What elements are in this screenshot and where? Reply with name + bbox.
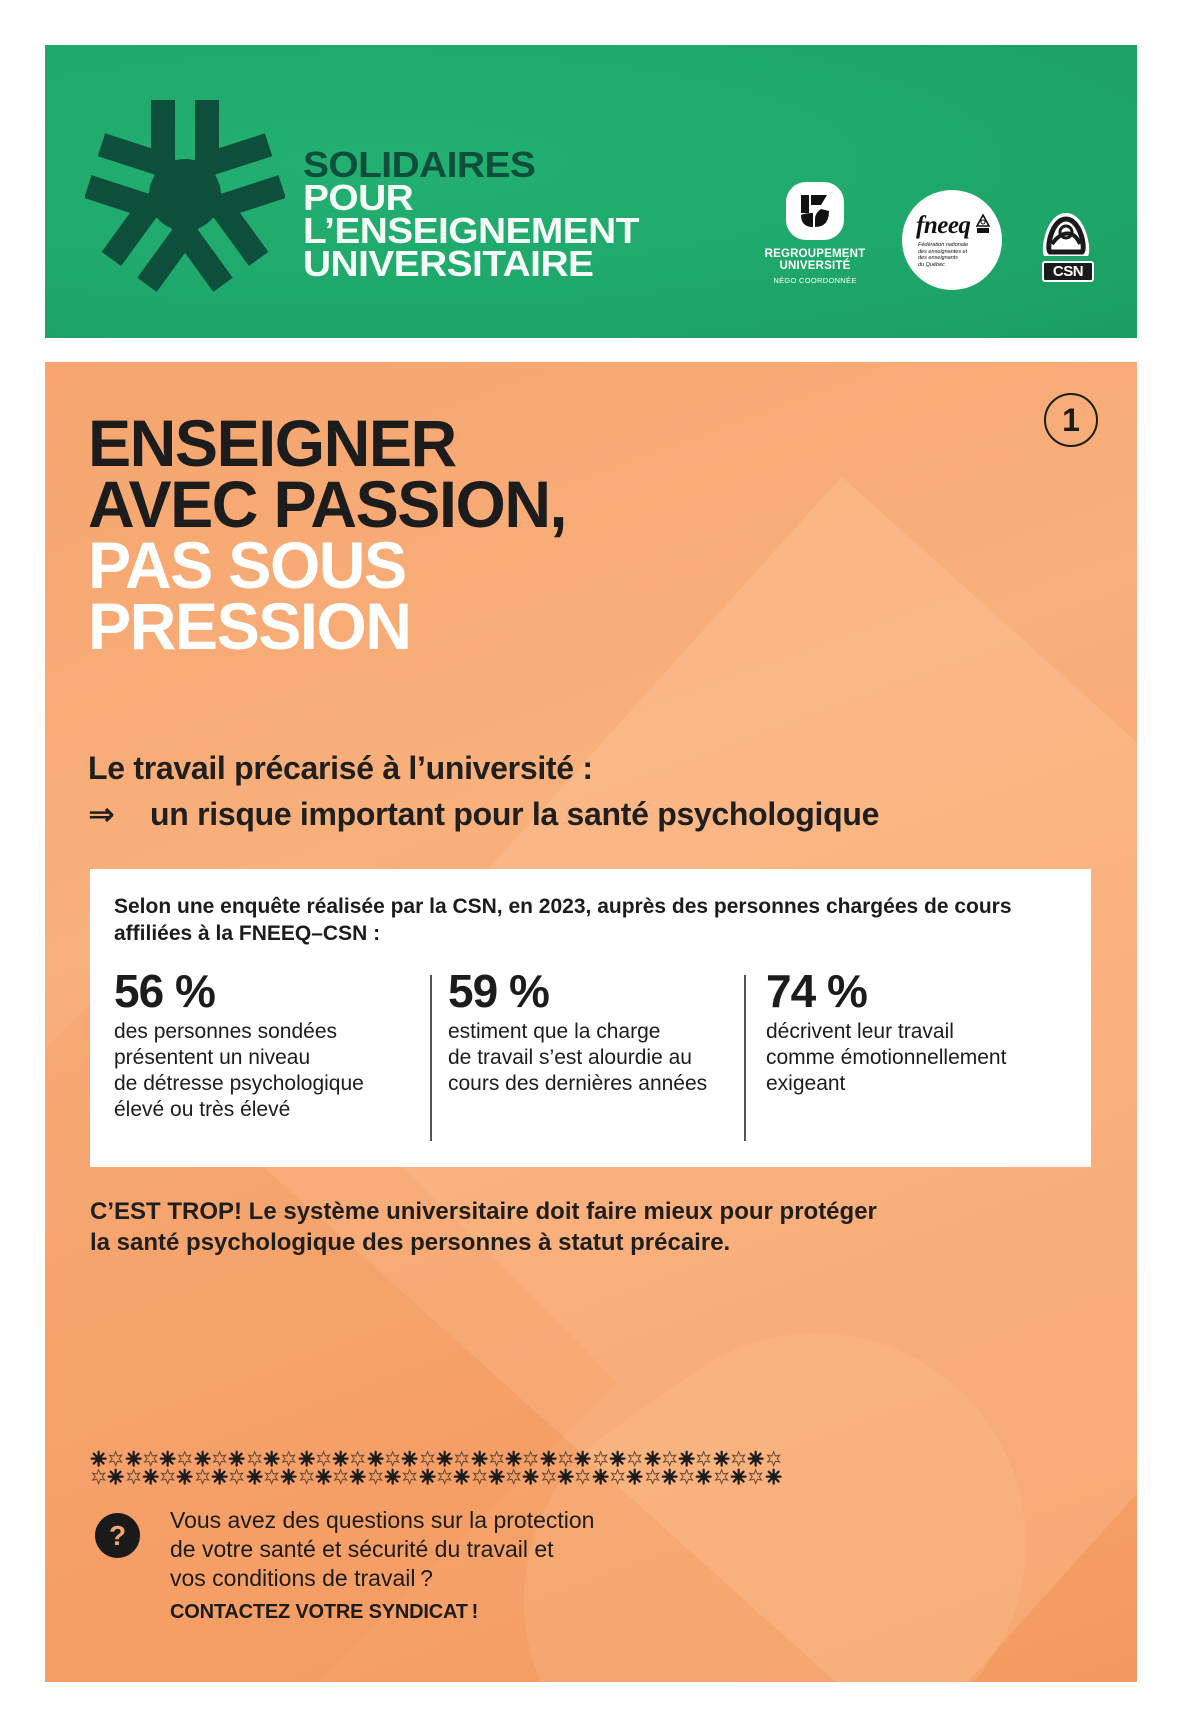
callout-message [90, 1196, 1050, 1258]
burst-filled-icon [471, 1450, 488, 1467]
fneeq-description: Fédération nationale des enseignantes et des enseignants du Québec [918, 242, 969, 268]
stat-description: estiment que la charge de travail s’est alourdie au cours des dernières années [448, 1020, 708, 1095]
burst-filled-icon [280, 1468, 297, 1485]
hero-heading [88, 406, 567, 663]
burst-outline-icon [194, 1468, 211, 1485]
burst-filled-icon [661, 1468, 678, 1485]
burst-filled-icon [419, 1468, 436, 1485]
sun-arches-logo-icon [85, 95, 285, 295]
burst-outline-icon [453, 1450, 470, 1467]
burst-filled-icon [488, 1468, 505, 1485]
hero-line-4: PRESSION [88, 589, 411, 663]
burst-filled-icon [453, 1468, 470, 1485]
brand-line-4: UNIVERSITAIRE [303, 243, 594, 284]
burst-filled-icon [747, 1450, 764, 1467]
burst-outline-icon [384, 1450, 401, 1467]
burst-outline-icon [367, 1468, 384, 1485]
regroupement-name-line-1: REGROUPEMENT [764, 248, 866, 260]
burst-filled-icon [713, 1450, 730, 1467]
hero-line-3: PAS SOUS [88, 528, 406, 602]
regroupement-universite-logo [755, 182, 875, 285]
burst-filled-icon [349, 1468, 366, 1485]
brand-line-1: SOLIDAIRES [303, 144, 536, 185]
burst-outline-icon [349, 1450, 366, 1467]
burst-outline-icon [574, 1468, 591, 1485]
burst-filled-icon [401, 1450, 418, 1467]
burst-filled-icon [626, 1468, 643, 1485]
burst-filled-icon [159, 1450, 176, 1467]
burst-outline-icon [505, 1468, 522, 1485]
burst-outline-icon [125, 1468, 142, 1485]
subheading-line-1: Le travail précarisé à l’université : [88, 750, 593, 786]
csn-knot-icon [1038, 210, 1094, 262]
fneeq-wordmark: fneeq [916, 212, 971, 239]
burst-outline-icon [765, 1450, 782, 1467]
double-arrow-icon: ⇒ [88, 796, 115, 832]
help-question: Vous avez des questions sur la protection de votre santé et sécurité du travail et vos conditions de travail ? [170, 1507, 595, 1591]
stat-description: des personnes sondées présentent un niveau de détresse psychologique élevé ou très élevé [114, 1020, 364, 1121]
callout-line-1: Le système universitaire doit faire mieux pour protéger [242, 1198, 877, 1225]
burst-outline-icon [228, 1468, 245, 1485]
stat-description: décrivent leur travail comme émotionnellement exigeant [766, 1020, 1007, 1095]
burst-outline-icon [522, 1450, 539, 1467]
burst-outline-icon [626, 1450, 643, 1467]
stat-divider [430, 975, 432, 1141]
hero-line-1: ENSEIGNER [88, 406, 456, 480]
csn-knot-mini-icon [976, 214, 990, 234]
burst-outline-icon [713, 1468, 730, 1485]
pattern-row [90, 1450, 790, 1468]
regroupement-subtitle: NÉGO COORDONNÉE [773, 276, 857, 285]
burst-filled-icon [384, 1468, 401, 1485]
burst-filled-icon [574, 1450, 591, 1467]
stat-value: 59 % [448, 965, 549, 1017]
burst-filled-icon [211, 1468, 228, 1485]
burst-filled-icon [90, 1450, 107, 1467]
burst-outline-icon [176, 1450, 193, 1467]
callout-line-2: la santé psychologique des personnes à statut précaire. [90, 1229, 731, 1256]
burst-outline-icon [644, 1468, 661, 1485]
burst-filled-icon [609, 1450, 626, 1467]
csn-logo [1038, 210, 1094, 286]
burst-filled-icon [557, 1468, 574, 1485]
burst-filled-icon [228, 1450, 245, 1467]
brand-line-3: L’ENSEIGNEMENT [303, 210, 639, 251]
burst-outline-icon [263, 1468, 280, 1485]
burst-outline-icon [471, 1468, 488, 1485]
burst-outline-icon [280, 1450, 297, 1467]
burst-outline-icon [332, 1468, 349, 1485]
burst-filled-icon [142, 1468, 159, 1485]
burst-filled-icon [367, 1450, 384, 1467]
survey-intro: Selon une enquête réalisée par la CSN, en 2023, auprès des personnes chargées de cours affiliées à la FNEEQ–CSN : [114, 895, 1012, 945]
subheading [88, 745, 879, 837]
burst-filled-icon [592, 1468, 609, 1485]
stat-item [114, 965, 414, 1123]
burst-outline-icon [609, 1468, 626, 1485]
burst-outline-icon [695, 1450, 712, 1467]
burst-filled-icon [107, 1468, 124, 1485]
pattern-row [90, 1468, 790, 1486]
campaign-title [303, 144, 639, 284]
burst-filled-icon [644, 1450, 661, 1467]
contact-union-cta: CONTACTEZ VOTRE SYNDICAT ! [170, 1601, 479, 1623]
question-icon: ? [95, 1513, 140, 1558]
burst-outline-icon [730, 1450, 747, 1467]
page-number-badge: 1 [1044, 393, 1098, 447]
burst-outline-icon [315, 1450, 332, 1467]
burst-outline-icon [246, 1450, 263, 1467]
burst-filled-icon [436, 1450, 453, 1467]
burst-outline-icon [107, 1450, 124, 1467]
burst-outline-icon [298, 1468, 315, 1485]
burst-filled-icon [505, 1450, 522, 1467]
stat-item [766, 965, 1066, 1097]
burst-filled-icon [298, 1450, 315, 1467]
burst-outline-icon [401, 1468, 418, 1485]
burst-outline-icon [436, 1468, 453, 1485]
subheading-line-2: un risque important pour la santé psychologique [150, 796, 880, 832]
burst-outline-icon [661, 1450, 678, 1467]
burst-outline-icon [488, 1450, 505, 1467]
burst-outline-icon [592, 1450, 609, 1467]
burst-filled-icon [125, 1450, 142, 1467]
callout-emphasis: C’EST TROP! [90, 1198, 243, 1225]
burst-filled-icon [332, 1450, 349, 1467]
burst-filled-icon [540, 1450, 557, 1467]
burst-filled-icon [176, 1468, 193, 1485]
regroupement-name-line-2: UNIVERSITÉ [779, 260, 851, 272]
burst-outline-icon [211, 1450, 228, 1467]
burst-filled-icon [263, 1450, 280, 1467]
brand-line-2: POUR [303, 177, 414, 218]
burst-outline-icon [678, 1468, 695, 1485]
stat-value: 74 % [766, 965, 867, 1017]
burst-filled-icon [246, 1468, 263, 1485]
burst-outline-icon [747, 1468, 764, 1485]
burst-filled-icon [522, 1468, 539, 1485]
burst-outline-icon [419, 1450, 436, 1467]
stat-value: 56 % [114, 965, 215, 1017]
csn-label: CSN [1042, 261, 1094, 282]
burst-outline-icon [90, 1468, 107, 1485]
stat-item [448, 965, 748, 1097]
burst-outline-icon [540, 1468, 557, 1485]
decorative-burst-pattern [90, 1450, 790, 1486]
burst-outline-icon [142, 1450, 159, 1467]
regroupement-badge-icon [786, 182, 844, 240]
burst-outline-icon [557, 1450, 574, 1467]
burst-filled-icon [678, 1450, 695, 1467]
burst-filled-icon [194, 1450, 211, 1467]
burst-filled-icon [765, 1468, 782, 1485]
survey-stats-card [90, 869, 1091, 1167]
fneeq-logo [902, 190, 1002, 290]
burst-outline-icon [159, 1468, 176, 1485]
burst-filled-icon [730, 1468, 747, 1485]
burst-filled-icon [695, 1468, 712, 1485]
hero-line-2: AVEC PASSION, [88, 467, 567, 541]
burst-filled-icon [315, 1468, 332, 1485]
stat-divider [744, 975, 746, 1141]
